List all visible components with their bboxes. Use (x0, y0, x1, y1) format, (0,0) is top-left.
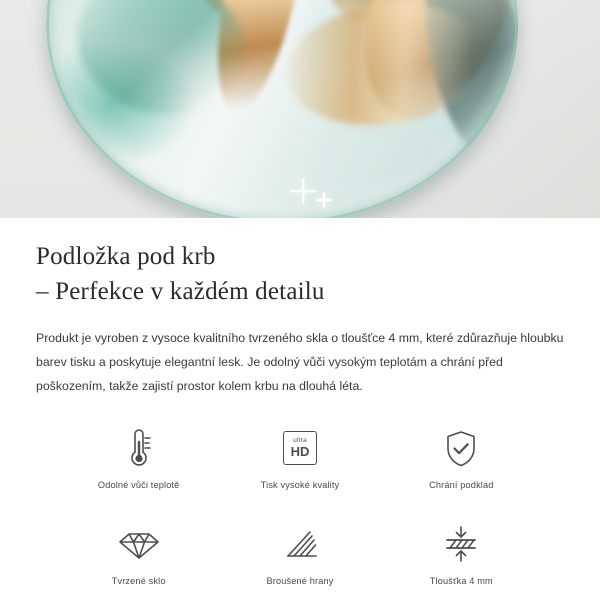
feature-label: Chrání podklad (429, 479, 494, 490)
feature-label: Broušené hrany (266, 575, 334, 586)
product-description-text: Produkt je vyroben z vysoce kvalitního tvrzeného skla o tloušťce 4 mm, které zdůrazňuje hloubku barev tisku a poskytuje elegantní lesk. Je odolný vůči vysokým teplotám a chrání před poškozením, takže zajistí prostor kolem krbu na dlouhá léta. (36, 331, 564, 393)
page-title-line-1: Podložka pod krb (36, 243, 216, 270)
feature-item-thickness (381, 521, 542, 600)
feature-item-polished-edges (219, 521, 380, 600)
page-title-line-2: – Perfekce v každém detailu (36, 277, 325, 305)
page-title (36, 218, 564, 309)
ultra-hd-top-text: ultra (293, 436, 307, 444)
feature-label: Tloušťka 4 mm (429, 575, 493, 586)
ultra-hd-bottom-text: HD (290, 444, 310, 460)
feature-label: Odolné vůči teplotě (97, 479, 180, 490)
feature-label: Tvrzené sklo (111, 575, 166, 586)
feature-label: Tisk vysoké kvality (260, 479, 340, 490)
feature-grid (36, 425, 564, 600)
diamond-icon (117, 521, 161, 567)
feature-item-tempered-glass (58, 521, 219, 600)
feature-item-temperature (58, 425, 219, 513)
feature-item-surface-protection (381, 425, 542, 513)
polished-edges-icon (278, 521, 322, 567)
ultra-hd-icon (283, 425, 317, 471)
glass-board-image (46, 0, 518, 218)
thickness-arrows-icon (439, 521, 483, 567)
hero-image (0, 0, 600, 218)
feature-item-print-quality (219, 425, 380, 513)
thermometer-icon (119, 425, 159, 471)
shield-check-icon (441, 425, 481, 471)
content-section (0, 218, 600, 600)
